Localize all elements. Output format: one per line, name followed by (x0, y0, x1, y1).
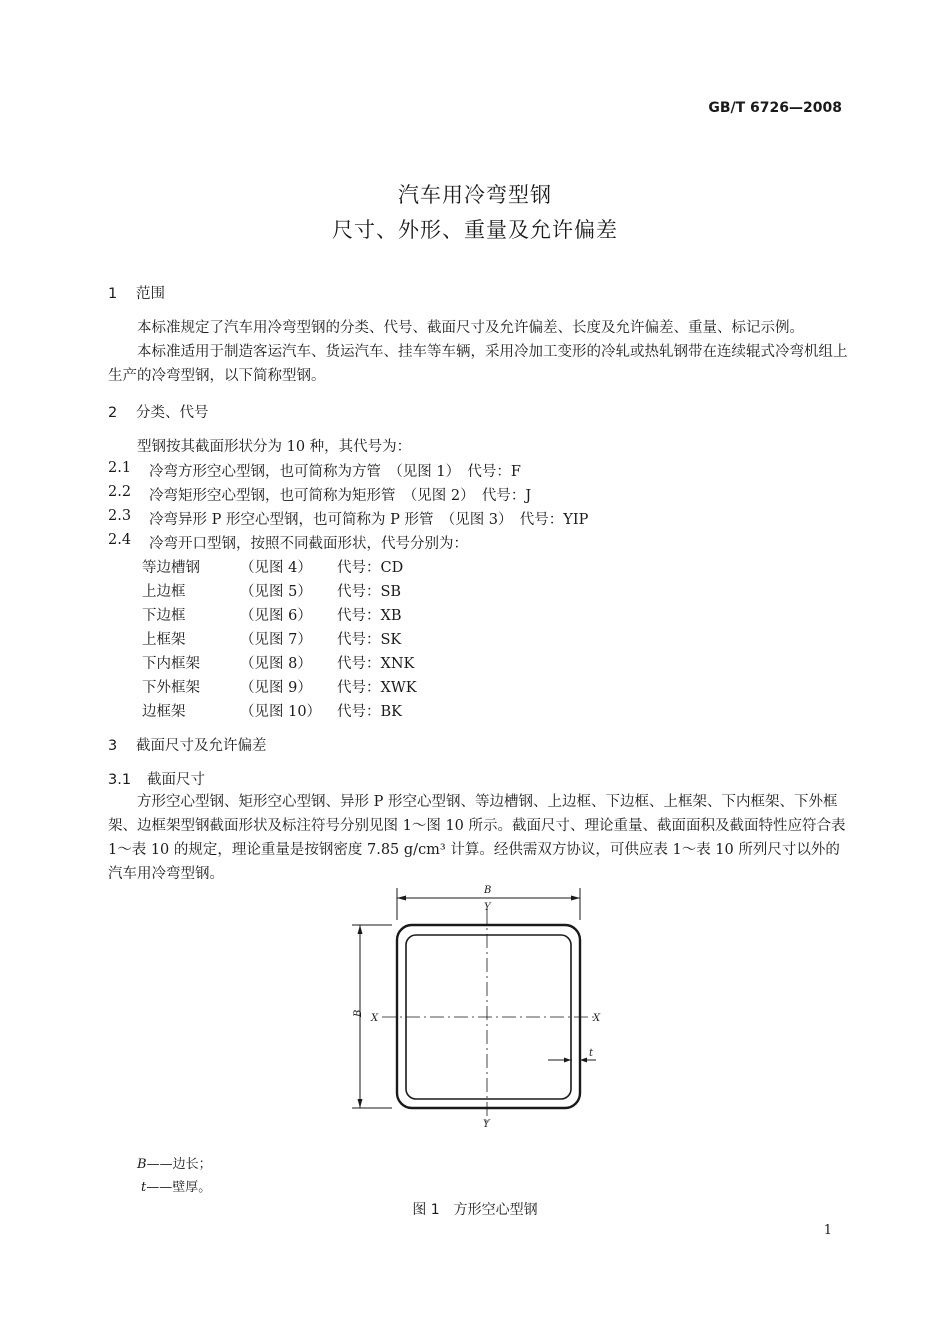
shape-name: 下边框 (142, 608, 186, 624)
section-number: 2 (108, 405, 118, 421)
label-X-left: X (371, 1013, 379, 1024)
section-3-1-paragraph: 方形空心型钢、矩形空心型钢、异形 P 形空心型钢、等边槽钢、上边框、下边框、上框架、下内框架、下外框架、边框架型钢截面形状及标注符号分别见图 1～图 10 所示。截面尺寸、理论重量、截面面积及截面特性应符合表 1～表 10 的规定，理论重量是按钢密度 7.85 g/cm³ 计算。经供需双方协议，可供应表 1～表 10 所列尺寸以外的汽车用冷弯型钢。 (108, 794, 846, 882)
shape-name: 下内框架 (142, 656, 200, 672)
section-1-body (108, 316, 848, 388)
code: 代号：SB (337, 584, 402, 600)
legend-text: ——边长； (146, 1157, 212, 1172)
legend-symbol: t (141, 1180, 147, 1195)
code: 代号：XB (337, 608, 402, 624)
item-text: 冷弯矩形空心型钢，也可简称为矩形管 （见图 2） 代号：J (149, 488, 532, 504)
figure-ref: （见图 10） (240, 704, 322, 720)
list-item-2-2 (108, 484, 848, 508)
page-number: 1 (823, 1223, 832, 1238)
outer-wall (397, 925, 580, 1108)
arrowhead (358, 1099, 363, 1108)
item-number: 2.1 (108, 460, 132, 476)
figure-ref: （见图 6） (240, 608, 312, 624)
code: 代号：XWK (337, 680, 417, 696)
shape-name: 上边框 (142, 584, 186, 600)
item-number: 2.4 (108, 532, 132, 548)
label-Y-bottom: Y (483, 1119, 490, 1130)
item-number: 2.3 (108, 508, 132, 524)
document-title-line1: 汽车用冷弯型钢 (398, 183, 552, 207)
sub-list-item (142, 652, 542, 676)
item-number: 2.2 (108, 484, 132, 500)
label-Y-top: Y (484, 902, 491, 913)
paragraph: 本标准适用于制造客运汽车、货运汽车、挂车等车辆，采用冷加工变形的冷轧或热轧钢带在连续辊式冷弯机组上生产的冷弯型钢，以下简称型钢。 (108, 344, 848, 384)
figure-ref: （见图 5） (240, 584, 312, 600)
paragraph: 本标准规定了汽车用冷弯型钢的分类、代号、截面尺寸及允许偏差、长度及允许偏差、重量、标记示例。 (137, 320, 804, 336)
section-title: 范围 (136, 286, 165, 302)
item-text: 冷弯异形 P 形空心型钢，也可简称为 P 形管 （见图 3） 代号：YIP (149, 512, 589, 528)
section-2-intro: 型钢按其截面形状分为 10 种，其代号为： (137, 439, 412, 455)
figure-caption: 图 1 方形空心型钢 (412, 1202, 538, 1218)
item-text: 冷弯方形空心型钢，也可简称为方管 （见图 1） 代号：F (149, 464, 521, 480)
subsection-title: 截面尺寸 (147, 772, 205, 788)
label-t: t (589, 1048, 594, 1059)
sub-list-item (142, 604, 542, 628)
code: 代号：XNK (337, 656, 415, 672)
legend-item-t (141, 1176, 211, 1195)
label-X-right: X (593, 1013, 601, 1024)
shape-name: 下外框架 (142, 680, 200, 696)
list-item-2-3 (108, 508, 848, 532)
shape-name: 等边槽钢 (142, 560, 200, 576)
sub-list-item (142, 580, 542, 604)
figure-ref: （见图 9） (240, 680, 312, 696)
sub-list-item (142, 628, 542, 652)
code: 代号：SK (337, 632, 402, 648)
sub-list-item (142, 556, 542, 580)
section-number: 1 (108, 286, 118, 302)
label-B-left: B (353, 1009, 364, 1017)
section-2-heading (108, 401, 209, 422)
code: 代号：CD (337, 560, 404, 576)
subsection-number: 3.1 (108, 772, 132, 788)
legend-symbol: B (137, 1157, 147, 1172)
section-number: 3 (108, 738, 118, 754)
section-title: 分类、代号 (136, 405, 209, 421)
shape-name: 上框架 (142, 632, 186, 648)
section-3-heading (108, 734, 267, 755)
legend-text: ——壁厚。 (146, 1180, 212, 1195)
label-B-top: B (484, 885, 492, 896)
standard-number: GB/T 6726—2008 (708, 100, 842, 116)
subsection-3-1-heading (108, 768, 205, 789)
document-title-line2: 尺寸、外形、重量及允许偏差 (332, 218, 618, 242)
arrowhead (571, 896, 580, 901)
figure-ref: （见图 7） (240, 632, 312, 648)
arrowhead (397, 896, 406, 901)
section-1-heading (108, 282, 165, 303)
code: 代号：BK (337, 704, 402, 720)
legend-item-B (137, 1153, 212, 1172)
figure-ref: （见图 8） (240, 656, 312, 672)
list-item-2-4 (108, 532, 848, 556)
sub-list-item (142, 676, 542, 700)
figure-1-drawing (340, 880, 620, 1130)
figure-ref: （见图 4） (240, 560, 312, 576)
sub-list-item (142, 700, 542, 724)
list-item-2-1 (108, 460, 848, 484)
section-title: 截面尺寸及允许偏差 (136, 738, 267, 754)
arrowhead (358, 925, 363, 934)
shape-name: 边框架 (142, 704, 186, 720)
arrowhead (564, 1058, 571, 1063)
item-text: 冷弯开口型钢，按照不同截面形状，代号分别为： (149, 536, 468, 552)
